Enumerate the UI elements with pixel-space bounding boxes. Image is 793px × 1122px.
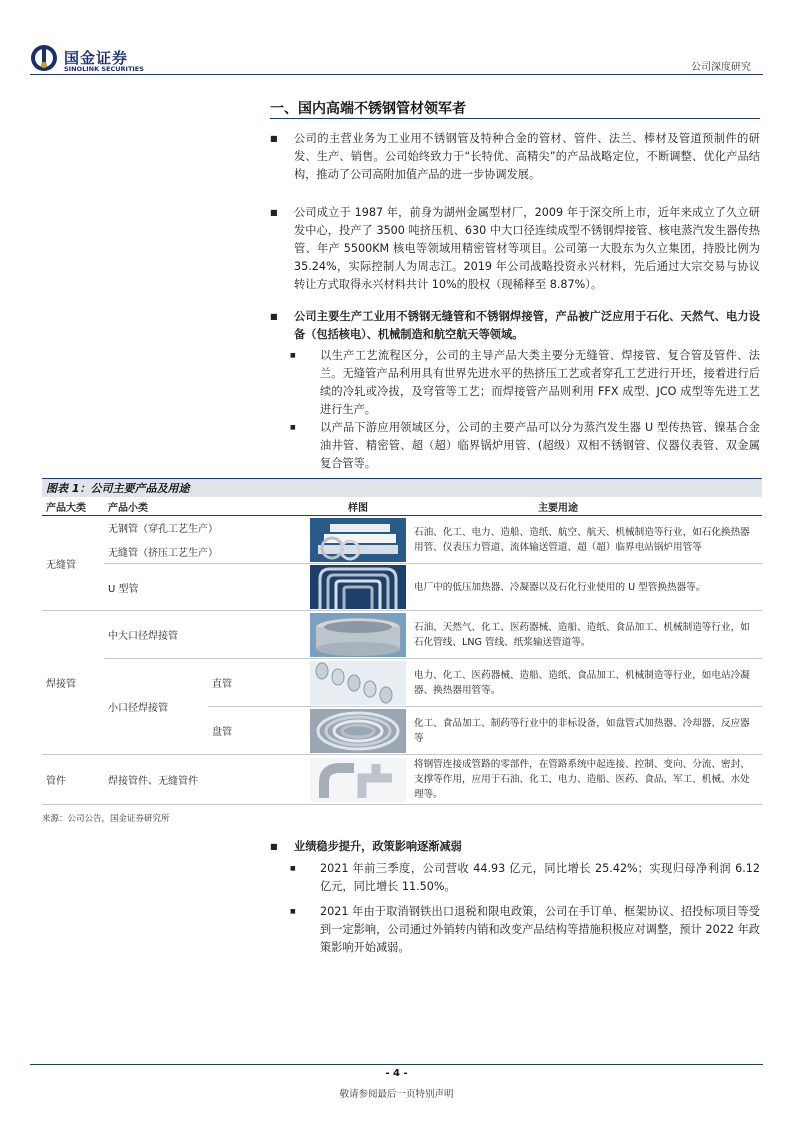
table-row bbox=[42, 755, 762, 805]
paragraph-process-classification: ■ 以生产工艺流程区分，公司的主导产品大类主要分无缝管、焊接管、复合管及管件、法兰。无缝管产品利用具有世界先进水平的热挤压工艺或者穿孔工艺进行开坯，接着进行后续的冷轧或冷拔，及穹管等工艺；而焊接管产品则利用 FFX 成型、JCO 成型等先进工艺进行生产。 bbox=[290, 349, 760, 416]
paragraph-revenue: ■ 2021 年前三季度，公司营收 44.93 亿元，同比增长 25.42%；实现归母净利润 6.12 亿元，同比增长 11.50%。 bbox=[290, 862, 760, 893]
paragraph-main-products: ■ 公司主要生产工业用不锈钢无缝管和不锈钢焊接管，产品被广泛应用于石化、天然气、电力设备（包括核电）、机械制造和航空航天等领域。 bbox=[270, 310, 760, 341]
coil-pipe-image bbox=[310, 709, 406, 753]
image-cell bbox=[308, 564, 408, 611]
table-row bbox=[42, 516, 762, 540]
brand-logo bbox=[30, 44, 170, 74]
table-source: 来源：公司公告，国金证券研究所 bbox=[42, 814, 170, 824]
bullet-square-icon: ■ bbox=[270, 134, 278, 143]
table-header-cell: 产品大类 bbox=[42, 497, 104, 516]
table-caption: 图表 1：公司主要产品及用途 bbox=[42, 478, 762, 497]
header-divider bbox=[30, 74, 763, 75]
straight-pipe-image bbox=[310, 661, 406, 705]
seamless-pipe-image bbox=[310, 518, 406, 562]
table-header-cell: 主要用途 bbox=[408, 497, 762, 516]
image-cell bbox=[308, 755, 408, 805]
subcategory-cell: 中大口径焊接管 bbox=[104, 611, 308, 659]
subcategory-cell: 小口径焊接管 bbox=[104, 659, 208, 755]
paragraph-company-history: ■ 公司成立于 1987 年，前身为湖州金属型材厂，2009 年于深交所上市，近年来成立了久立研发中心，投产了 3500 吨挤压机、630 中大口径连续成型不锈钢焊接管、核电蒸汽发生器传热管、年产 5500KM 核电等领域用精密管材等项目。公司第一大股东为久立集团，持股比例为 35.24%，实际控制人为周志江。2019 年公司战略投资永兴材料，先后通过大宗交易与协议转让方式取得永兴材料共计 10%的股权（现稀释至 8.87%）。 bbox=[270, 206, 760, 291]
usage-cell: 电厂中的低压加热器、冷凝器以及石化行业使用的 U 型管换热器等。 bbox=[408, 564, 762, 611]
page-number: - 4 - bbox=[385, 1068, 408, 1079]
subcategory-detail-cell: 直管 bbox=[208, 659, 308, 707]
paragraph-main-business: ■ 公司的主营业务为工业用不锈钢管及特种合金的管材、管件、法兰、棒材及管道预制件的研发、生产、销售。公司始终致力于“长特优、高精尖”的产品战略定位，不断调整、优化产品结构，推动了公司高附加值产品的进一步协调发展。 bbox=[270, 132, 760, 181]
usage-cell: 化工、食品加工、制药等行业中的非标设备，如盘管式加热器、冷却器、反应器等 bbox=[408, 707, 762, 755]
footer-divider bbox=[30, 1064, 763, 1065]
subcategory-detail-cell: 盘管 bbox=[208, 707, 308, 755]
subcategory-cell: U 型管 bbox=[104, 564, 308, 611]
table-header-cell: 产品小类 bbox=[104, 497, 308, 516]
usage-cell: 石油、化工、电力、造船、造纸、航空、航天、机械制造等行业，如石化换热器用管、仪表压力管道、流体输送管道、超（超）临界电站锅炉用管等 bbox=[408, 516, 762, 564]
table-header-cell: 样图 bbox=[308, 497, 408, 516]
bullet-small-square-icon: ■ bbox=[290, 424, 296, 431]
table-header-row bbox=[42, 497, 762, 516]
doc-type-label: 公司深度研究 bbox=[691, 62, 751, 73]
disclaimer-note: 敬请参阅最后一页特别声明 bbox=[339, 1089, 454, 1100]
bullet-small-square-icon: ■ bbox=[290, 352, 296, 359]
usage-cell: 将钢管连接成管路的零部件，在管路系统中起连接、控制、变向、分流、密封、支撑等作用，应用于石油、化工、电力、造船、医药、食品、军工、机械、水处理等。 bbox=[408, 755, 762, 805]
paragraph-policy-impact: ■ 2021 年由于取消钢铁出口退税和限电政策，公司在手订单、框架协议、招投标项目等受到一定影响，公司通过外销转内销和改变产品结构等措施积极应对调整，预计 2022 年政策影响开始减弱。 bbox=[290, 905, 760, 954]
usage-cell: 石油、天然气、化工、医药器械、造船、造纸、食品加工、机械制造等行业，如石化管线、LNG 管线、纸浆输送管道等。 bbox=[408, 611, 762, 659]
usage-cell: 电力、化工、医药器械、造船、造纸、食品加工、机械制造等行业，如电站冷凝器、换热器用管等。 bbox=[408, 659, 762, 707]
table-row bbox=[42, 659, 762, 707]
u-tube-image bbox=[310, 565, 406, 609]
category-cell: 焊接管 bbox=[42, 611, 104, 755]
logo-text-cn: 国金证券 bbox=[64, 49, 129, 67]
logo-text-en: SINOLINK SECURITIES bbox=[64, 65, 144, 73]
subcategory-cell: 无钢管（穿孔工艺生产） bbox=[108, 524, 218, 536]
sinolink-logo-icon bbox=[30, 44, 58, 72]
section-title-divider bbox=[270, 118, 760, 119]
category-cell: 管件 bbox=[42, 755, 104, 805]
pipe-fitting-image bbox=[310, 758, 406, 802]
product-table bbox=[42, 497, 762, 805]
section-title: 一、国内高端不锈钢管材领军者 bbox=[270, 101, 466, 117]
performance-heading: ■ 业绩稳步提升，政策影响逐渐减弱 bbox=[270, 838, 760, 856]
table-row bbox=[42, 564, 762, 611]
category-cell: 无缝管 bbox=[42, 516, 104, 611]
bullet-square-icon: ■ bbox=[270, 312, 278, 321]
image-cell bbox=[308, 611, 408, 659]
subcategory-cell: 无缝管（挤压工艺生产） bbox=[104, 540, 308, 564]
subcategory-cell: 焊接管件、无缝管件 bbox=[104, 755, 308, 805]
image-cell bbox=[308, 707, 408, 755]
image-cell bbox=[308, 516, 408, 564]
table-row bbox=[42, 611, 762, 659]
large-welded-pipe-image bbox=[310, 613, 406, 657]
bullet-small-square-icon: ■ bbox=[290, 865, 296, 872]
paragraph-application-classification: ■ 以产品下游应用领域区分，公司的主要产品可以分为蒸汽发生器 U 型传热管、镍基合金油井管、精密管、超（超）临界锅炉用管、(超级）双相不锈钢管、仪器仪表管、双金属复合管等。 bbox=[290, 421, 760, 470]
bullet-square-icon: ■ bbox=[270, 842, 278, 851]
bullet-square-icon: ■ bbox=[270, 208, 278, 217]
bullet-small-square-icon: ■ bbox=[290, 908, 296, 915]
image-cell bbox=[308, 659, 408, 707]
